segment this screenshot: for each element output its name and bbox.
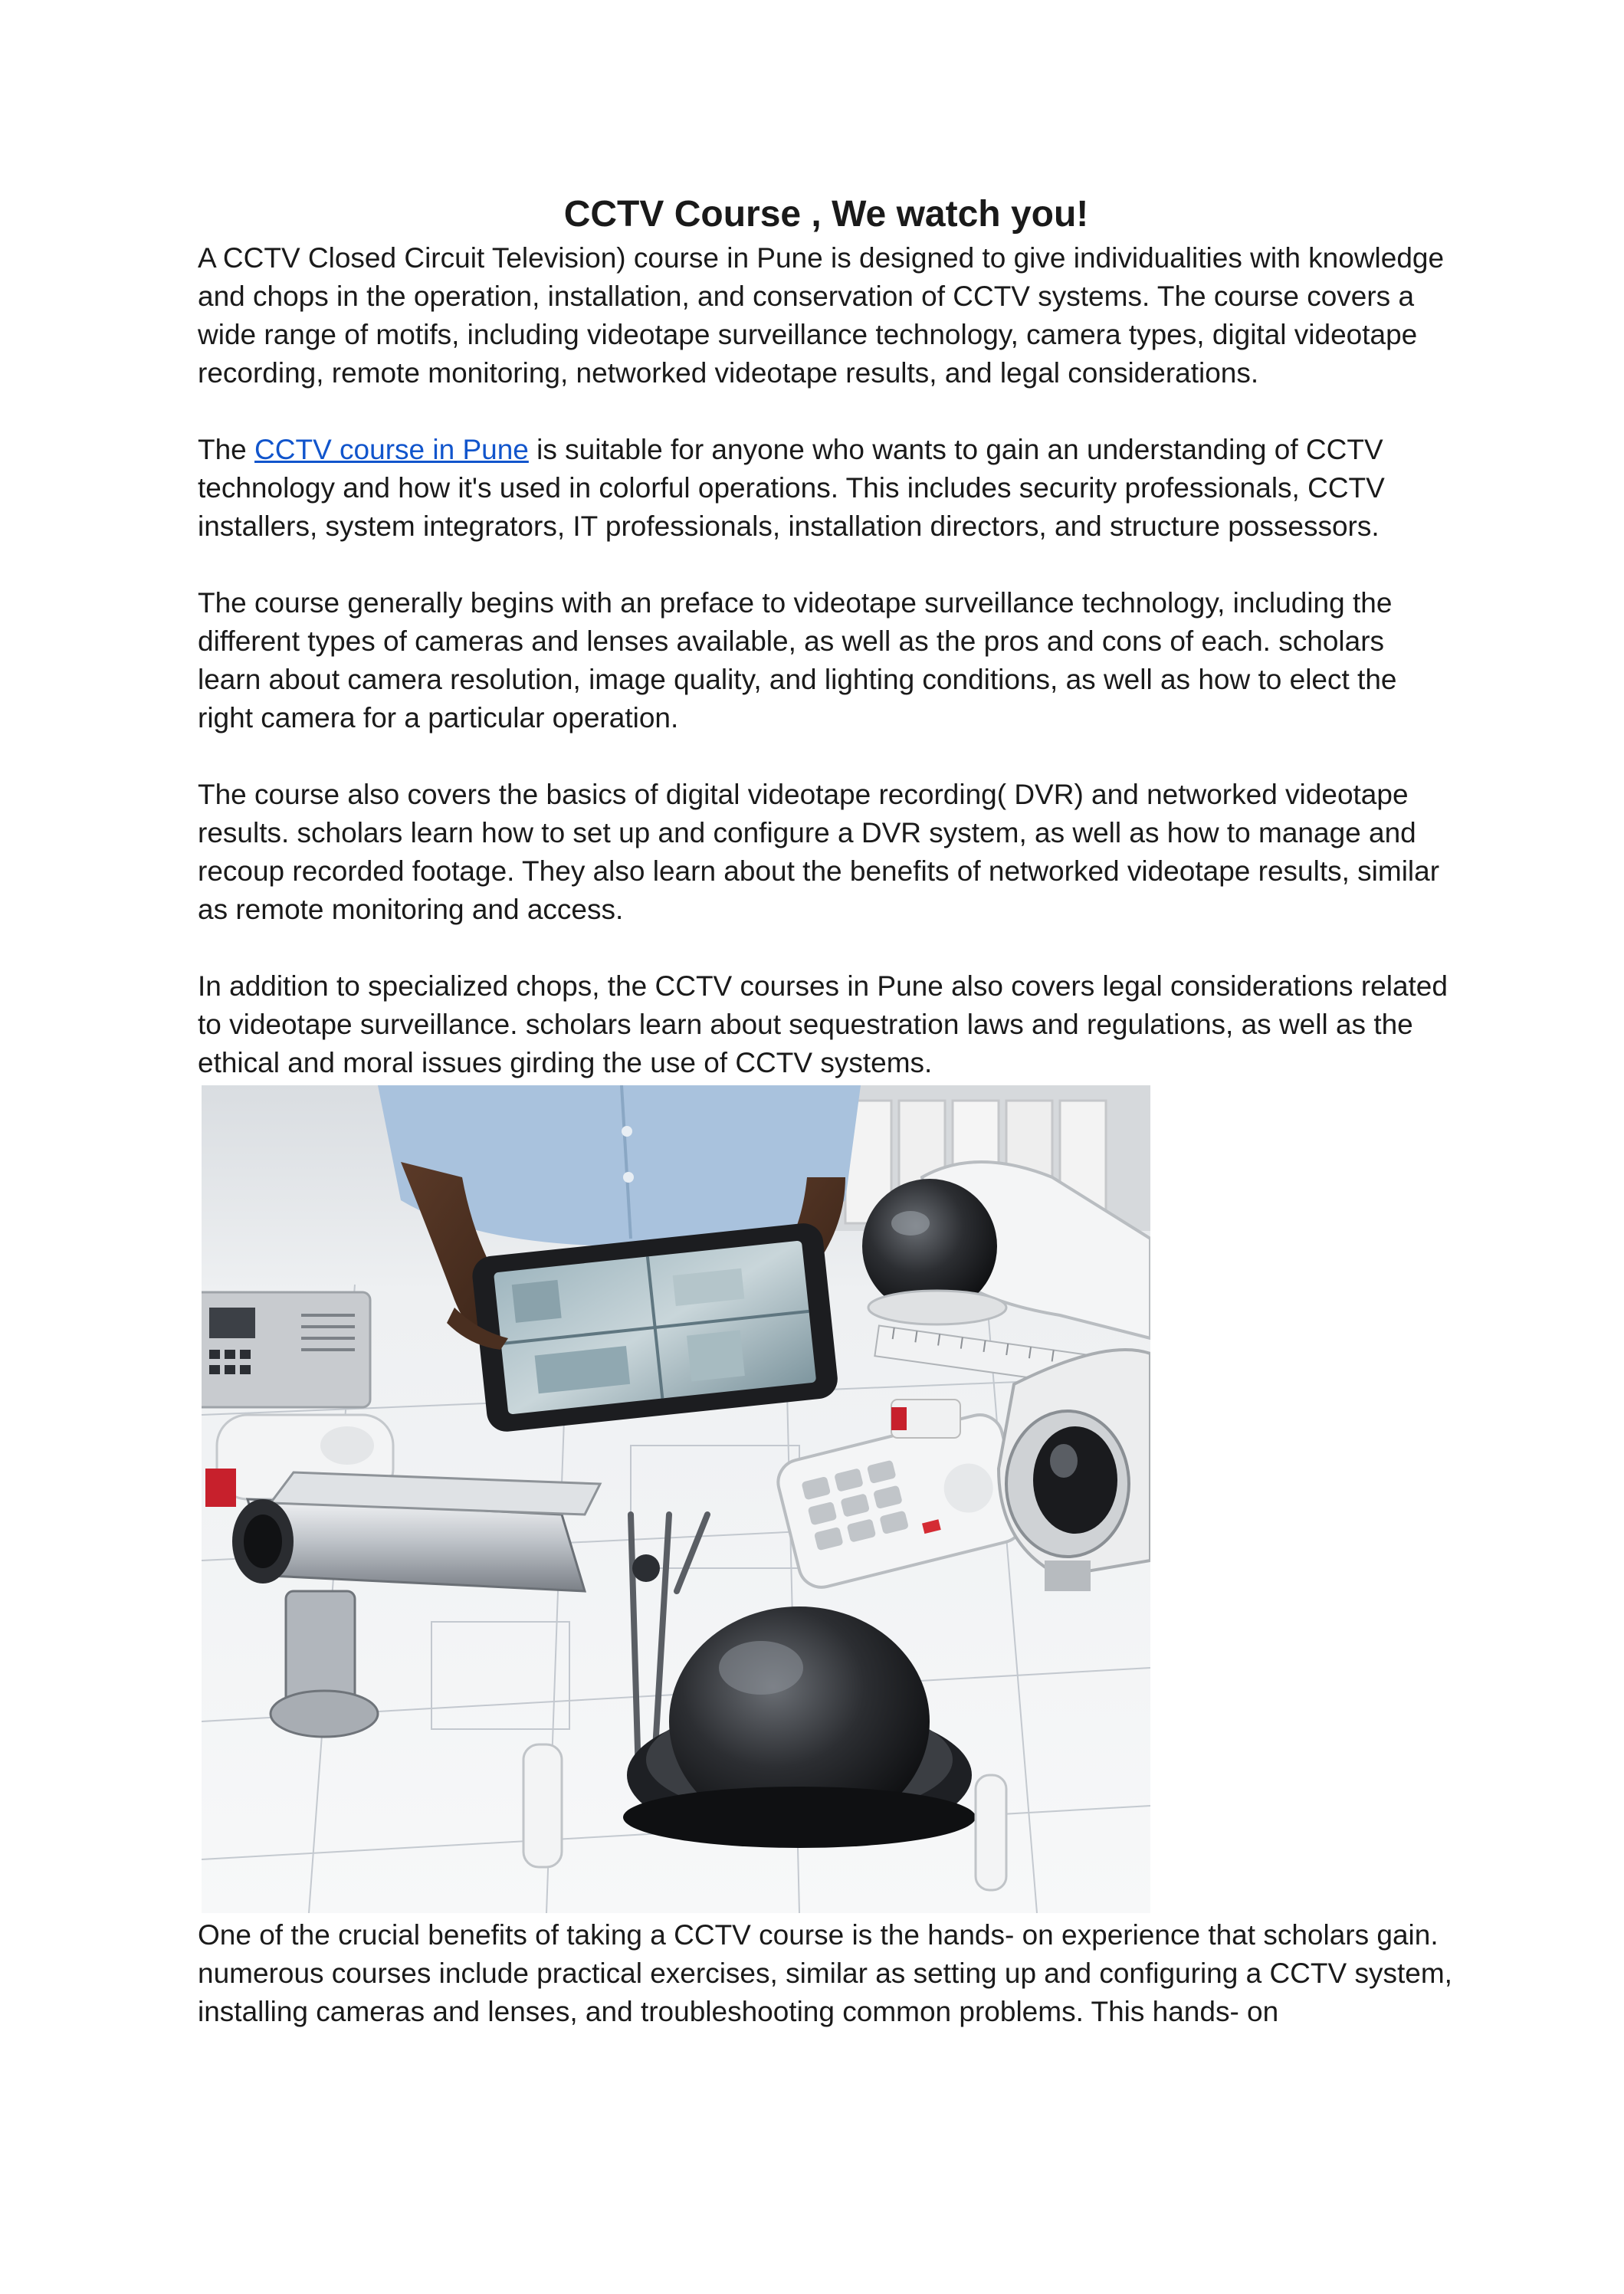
paragraph-spacer — [198, 737, 1455, 776]
paragraph-intro: A CCTV Closed Circuit Television) course in Pune is designed to give individualities with knowledge and chops in the operation, installation, and conservation of CCTV systems. The course covers a wide range of motifs, including videotape surveillance technology, camera types, digital videotape recording, remote monitoring, networked videotape results, and legal considerations. — [198, 242, 1445, 389]
paragraph-cameras: The course generally begins with an preface to videotape surveillance technology, including the different types of cameras and lenses available, as well as the pros and cons of each. scholars learn about camera resolution, image quality, and lighting conditions, as well as how to elect the right camera for a particular operation. — [198, 587, 1397, 733]
paragraph-legal: In addition to specialized chops, the CCTV courses in Pune also covers legal considerations related to videotape surveillance. scholars learn about sequestration laws and regulations, as well as the ethical and moral issues girding the use of CCTV systems. — [198, 970, 1448, 1078]
paragraph-audience-end: is suitable for anyone who wants to gain an understanding of CCTV technology and how it's used in colorful operations. This includes security professionals, CCTV installers, system integrators, IT professionals, installation directors, and structure possessors. — [198, 434, 1385, 542]
paragraph-audience-start: The — [198, 434, 255, 465]
paragraph-spacer — [198, 929, 1455, 967]
document-page — [198, 192, 1455, 2031]
paragraph-spacer — [198, 546, 1455, 584]
paragraph-benefits: One of the crucial benefits of taking a CCTV course is the hands- on experience that scholars gain. numerous courses include practical exercises, similar as setting up and configuring a CCTV system, installing cameras and lenses, and troubleshooting common problems. This hands- on — [198, 1919, 1452, 2027]
paragraph-spacer — [198, 392, 1455, 431]
document-title: CCTV Course , We watch you! — [563, 194, 1089, 235]
paragraph-audience — [198, 431, 1455, 546]
paragraph-dvr: The course also covers the basics of digital videotape recording( DVR) and networked videotape results. scholars learn how to set up and configure a DVR system, as well as how to manage and recoup recorded footage. They also learn about the benefits of networked videotape results, similar as remote monitoring and access. — [198, 779, 1440, 925]
cctv-course-link[interactable]: CCTV course in Pune — [254, 434, 529, 465]
cctv-equipment-photo — [202, 1085, 1150, 1913]
